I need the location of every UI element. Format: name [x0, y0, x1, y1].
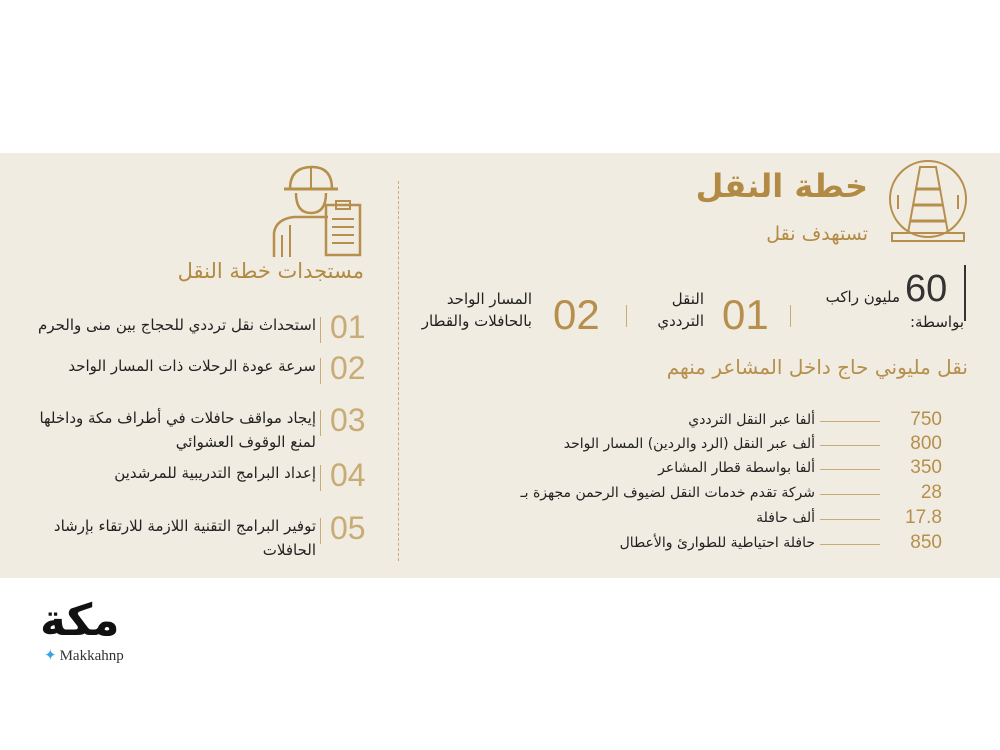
- item-separator: [320, 410, 321, 436]
- mode-label: [657, 288, 704, 332]
- twitter-handle-text: Makkahnp: [59, 648, 124, 664]
- mode-label-line: بالحافلات والقطار: [421, 312, 532, 330]
- item-separator: [320, 358, 321, 384]
- mode-label-line: النقل: [671, 290, 704, 308]
- transport-plan-subtitle: تستهدف نقل: [766, 223, 868, 245]
- stat-number: 350: [910, 457, 942, 478]
- list-item: [20, 402, 380, 452]
- stat-line: [820, 445, 880, 446]
- transport-plan-title: خطة النقل: [695, 167, 868, 205]
- item-text: إعداد البرامج التدريبية للمرشدين: [114, 464, 316, 482]
- stat-text: ألف عبر النقل (الرد والردين) المسار الواحد: [563, 436, 815, 452]
- twitter-bird-icon: ✦: [44, 648, 57, 664]
- stat-row: [420, 482, 965, 506]
- section-title: نقل مليوني حاج داخل المشاعر منهم: [666, 355, 968, 379]
- infographic-panel: [0, 153, 1000, 578]
- list-item: [20, 510, 380, 560]
- stat-line: [820, 469, 880, 470]
- item-number: 05: [330, 510, 366, 546]
- list-item: [20, 309, 380, 349]
- item-number: 01: [330, 309, 366, 345]
- stat-number: 850: [910, 532, 942, 553]
- item-separator: [320, 465, 321, 491]
- stat-line: [820, 421, 880, 422]
- item-text: سرعة عودة الرحلات ذات المسار الواحد: [68, 357, 316, 375]
- list-item: [20, 350, 380, 390]
- worker-icon: [268, 161, 366, 257]
- item-separator: [320, 518, 321, 544]
- item-text: توفير البرامج التقنية اللازمة للارتقاء بإرشاد الحافلات: [53, 517, 316, 559]
- stat-row: [420, 532, 965, 556]
- column-divider: [398, 181, 399, 561]
- stat-row: [420, 409, 965, 433]
- mode-label-line: الترددي: [657, 312, 704, 330]
- by-label: بواسطة:: [909, 313, 964, 331]
- stat-text: شركة تقدم خدمات النقل لضيوف الرحمن مجهزة بـ: [520, 485, 815, 501]
- stat-number: 750: [910, 409, 942, 430]
- mode-divider: [790, 305, 791, 327]
- stat-row: [420, 433, 965, 457]
- mode-label: [422, 288, 532, 332]
- mode-number: 02: [553, 291, 600, 338]
- stat-text: ألفا عبر النقل الترددي: [688, 412, 815, 428]
- road-cone-icon: [886, 159, 970, 245]
- list-item: [20, 457, 380, 497]
- stat-number: 28: [920, 482, 942, 503]
- updates-title: مستجدات خطة النقل: [177, 259, 364, 283]
- item-separator: [320, 317, 321, 343]
- big-number: 60: [905, 268, 948, 310]
- stat-number: 17.8: [905, 507, 942, 528]
- stat-row: [420, 507, 965, 531]
- mode-divider: [626, 305, 627, 327]
- item-number: 02: [330, 350, 366, 386]
- item-text: إيجاد مواقف حافلات في أطراف مكة وداخلها لمنع الوقوف العشوائي: [39, 409, 316, 451]
- stat-text: ألف حافلة: [756, 510, 815, 526]
- mode-label-line: المسار الواحد: [446, 290, 532, 308]
- passengers-label: مليون راكب: [825, 288, 900, 306]
- stat-line: [820, 519, 880, 520]
- stat-row: [420, 457, 965, 481]
- mode-number: 01: [722, 291, 769, 338]
- makkah-logo: مكة: [40, 595, 120, 646]
- stat-text: ألفا بواسطة قطار المشاعر: [658, 460, 815, 476]
- stat-line: [820, 494, 880, 495]
- item-text: استحداث نقل ترددي للحجاج بين منى والحرم: [38, 316, 316, 334]
- twitter-handle[interactable]: [44, 646, 124, 665]
- stat-text: حافلة احتياطية للطوارئ والأعطال: [619, 535, 815, 551]
- item-number: 03: [330, 402, 366, 438]
- item-number: 04: [330, 457, 366, 493]
- number-bar: [964, 265, 966, 321]
- stat-line: [820, 544, 880, 545]
- stat-number: 800: [910, 433, 942, 454]
